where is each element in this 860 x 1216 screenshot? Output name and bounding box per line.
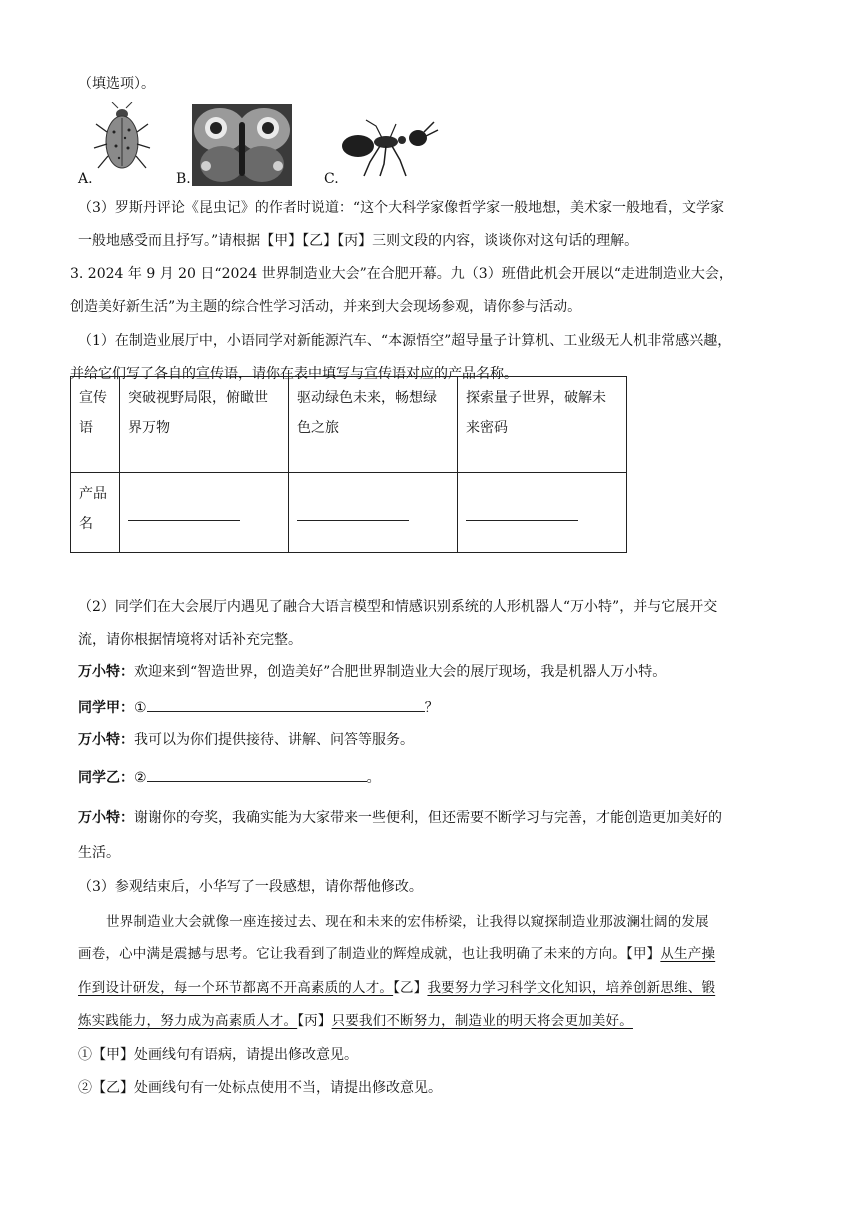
speaker-student-a: 同学甲： [78,700,134,716]
underlined-sentence-bing: 只要我们不断努力，制造业的明天将会更加美好。 [331,1013,633,1029]
dialog-wan-3: 万小特：谢谢你的夸奖，我确实能为大家带来一些便利，但还需要不断学习与完善，才能创造更加美好的 [78,810,722,826]
q3-line1: （3）罗斯丹评论《昆虫记》的作者时说道：“这个大科学家像哲学家一般地想，美术家一般地看，文学家 [78,200,725,216]
product-answer-field[interactable] [289,473,458,553]
beetle-image [92,102,152,178]
underlined-sentence-jia: 从生产操 [660,946,716,962]
butterfly-image [192,104,292,186]
table-row [71,473,627,553]
table-row [71,377,627,473]
slogan-table [70,376,627,553]
part1-line2: 并给它们写了各自的宣传语，请你在表中填写与宣传语对应的产品名称。 [70,366,518,382]
option-c-label: C. [324,171,339,187]
sub-question-1: ①【甲】处画线句有语病，请提出修改意见。 [78,1047,358,1063]
table-header-product: 产品 名 [71,473,120,553]
dialog-student-a: 同学甲：① ？ [78,697,788,718]
part3-intro: （3）参观结束后，小华写了一段感想，请你帮他修改。 [78,879,423,895]
part2-line1: （2）同学们在大会展厅内遇见了融合大语言模型和情感识别系统的人形机器人“万小特”，并与它展开交 [78,599,718,615]
student-a-answer-field[interactable] [147,697,425,712]
q3-line2: 一般地感受而且抒写。”请根据【甲】【乙】【丙】三则文段的内容，谈谈你对这句话的理解。 [78,233,639,249]
table-cell-slogan: 驱动绿色未来，畅想绿 色之旅 [289,377,458,473]
essay-line2: 画卷，心中满是震撼与思考。它让我看到了制造业的辉煌成就，也让我明确了未来的方向。【甲】从生产操 [78,946,716,962]
dialog-wan-1: 万小特：欢迎来到“智造世界，创造美好”合肥世界制造业大会的展厅现场，我是机器人万小特。 [78,664,667,680]
essay-line3: 作到设计研发，每一个环节都离不开高素质的人才。【乙】我要努力学习科学文化知识，培养创新思维、锻 [78,980,716,996]
dialog-student-b: 同学乙：② 。 [78,767,788,788]
table-cell-slogan: 探索量子世界，破解未 来密码 [458,377,627,473]
problem3-line2: 创造美好新生活”为主题的综合性学习活动，并来到大会现场参观，请你参与活动。 [70,299,582,315]
speaker-student-b: 同学乙： [78,770,134,786]
part1-line1: （1）在制造业展厅中，小语同学对新能源汽车、“本源悟空”超导量子计算机、工业级无人机非常感兴趣， [78,333,732,349]
product-answer-field[interactable] [120,473,289,553]
option-b-label: B. [176,171,191,187]
option-a-label: A. [78,171,93,187]
dialog-wan-2: 万小特：我可以为你们提供接待、讲解、问答等服务。 [78,732,414,748]
speaker-wan: 万小特： [78,664,134,680]
dialog-wan-3-line2: 生活。 [78,845,120,861]
q2-tail-text: （填选项）。 [78,76,155,92]
problem3-line1: 3. 2024 年 9 月 20 日“2024 世界制造业大会”在合肥开幕。九（3）班借此机会开展以“走进制造业大会， [70,266,733,282]
student-b-answer-field[interactable] [147,767,367,782]
product-answer-field[interactable] [458,473,627,553]
table-cell-slogan: 突破视野局限，俯瞰世 界万物 [120,377,289,473]
ant-image [336,118,440,178]
table-header-slogan: 宣传 语 [71,377,120,473]
essay-line1: 世界制造业大会就像一座连接过去、现在和未来的宏伟桥梁，让我得以窥探制造业那波澜壮阔的发展 [106,914,709,930]
underlined-sentence-jia: 作到设计研发，每一个环节都离不开高素质的人才。 [78,980,394,996]
underlined-sentence-yi: 炼实践能力，努力成为高素质人才。 [78,1013,298,1029]
speaker-wan: 万小特： [78,732,134,748]
sub-question-2: ②【乙】处画线句有一处标点使用不当，请提出修改意见。 [78,1080,442,1096]
underlined-sentence-yi: 我要努力学习科学文化知识，培养创新思维、锻 [427,980,716,996]
part2-line2: 流，请你根据情境将对话补充完整。 [78,632,302,648]
essay-line4: 炼实践能力，努力成为高素质人才。【丙】只要我们不断努力，制造业的明天将会更加美好。 [78,1013,633,1029]
speaker-wan: 万小特： [78,810,134,826]
